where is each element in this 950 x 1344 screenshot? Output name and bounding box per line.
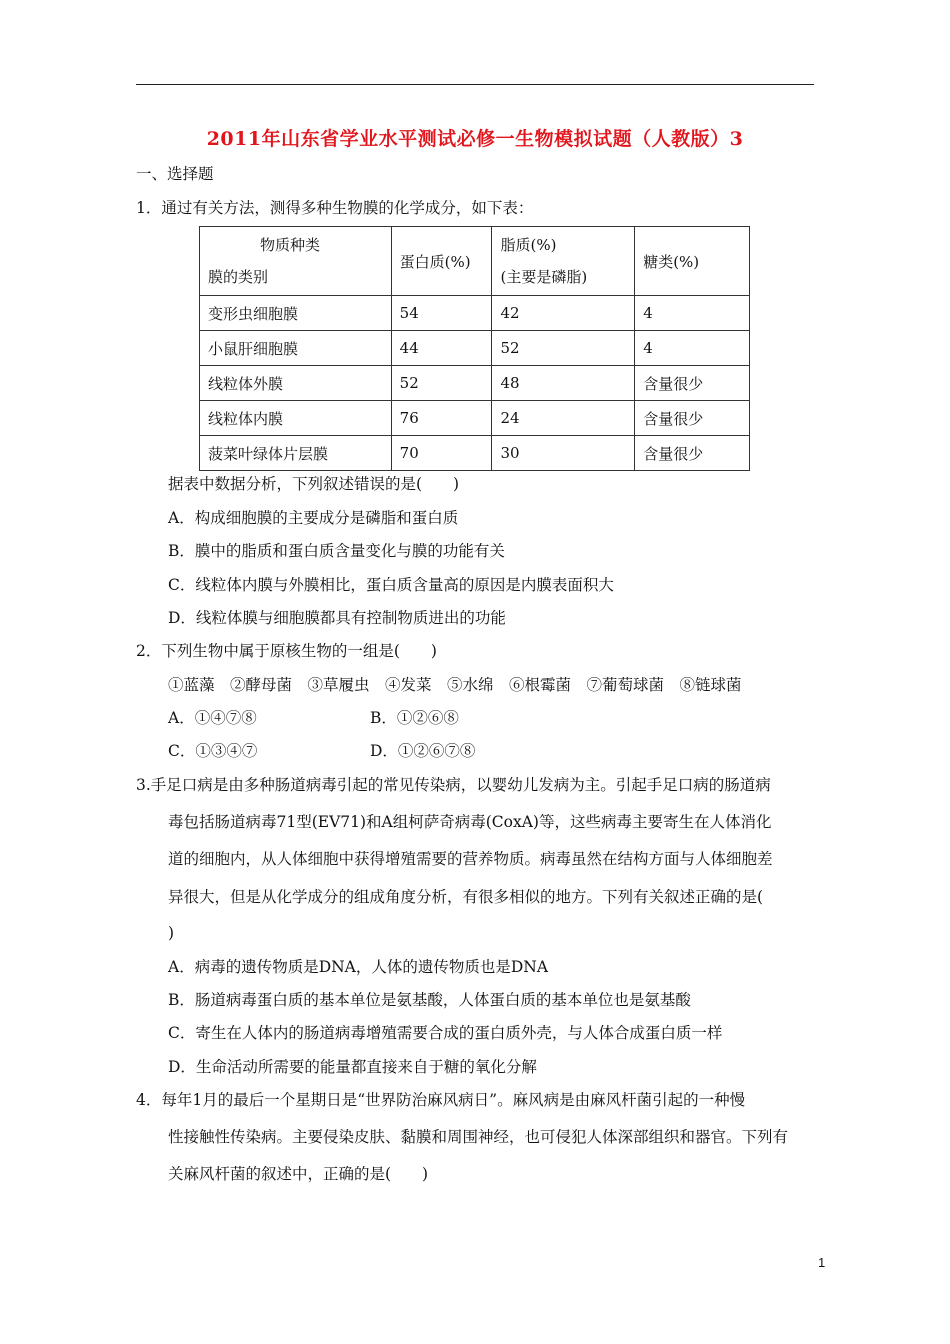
table-cell: 变形虫细胞膜 <box>200 296 392 331</box>
table-cell: 30 <box>492 436 635 471</box>
table-cell: 44 <box>391 331 492 366</box>
question-2-items: ①蓝藻 ②酵母菌 ③草履虫 ④发菜 ⑤水绵 ⑥根霉菌 ⑦葡萄球菌 ⑧链球菌 <box>168 676 742 694</box>
table-cell: 含量很少 <box>635 366 750 401</box>
table-cell: 含量很少 <box>635 436 750 471</box>
table-cell: 菠菜叶绿体片层膜 <box>200 436 392 471</box>
question-3-line-4: 异很大，但是从化学成分的组成角度分析，有很多相似的地方。下列有关叙述正确的是( <box>168 888 764 906</box>
question-3-line-3: 道的细胞内，从人体细胞中获得增殖需要的营养物质。病毒虽然在结构方面与人体细胞差 <box>168 850 773 868</box>
question-2-option-b: B．①②⑥⑧ <box>370 709 459 727</box>
header-rule <box>136 84 814 85</box>
question-4-line-2: 性接触性传染病。主要侵染皮肤、黏膜和周围神经，也可侵犯人体深部组织和器官。下列有 <box>168 1128 789 1146</box>
page-number: 1 <box>818 1255 826 1270</box>
header-protein: 蛋白质(%) <box>391 227 492 296</box>
table-cell: 54 <box>391 296 492 331</box>
table-cell: 70 <box>391 436 492 471</box>
section-heading: 一、选择题 <box>136 165 214 183</box>
header-lipid <box>492 227 635 296</box>
table-corner-header <box>200 227 392 296</box>
question-3-line-5: ) <box>168 924 175 942</box>
table-cell: 4 <box>635 331 750 366</box>
header-col-label: 膜的类别 <box>208 268 269 286</box>
header-row-label: 物质种类 <box>260 236 321 254</box>
question-3-option-d: D．生命活动所需要的能量都直接来自于糖的氧化分解 <box>168 1058 537 1076</box>
table-cell: 52 <box>492 331 635 366</box>
table-cell: 小鼠肝细胞膜 <box>200 331 392 366</box>
header-sugar: 糖类(%) <box>635 227 750 296</box>
table-row <box>200 401 750 436</box>
table-cell: 52 <box>391 366 492 401</box>
question-2-option-d: D．①②⑥⑦⑧ <box>370 742 476 760</box>
question-3-line-1: 3.手足口病是由多种肠道病毒引起的常见传染病，以婴幼儿发病为主。引起手足口病的肠道病 <box>136 776 771 794</box>
question-1-option-c: C．线粒体内膜与外膜相比，蛋白质含量高的原因是内膜表面积大 <box>168 576 614 594</box>
question-3-line-2: 毒包括肠道病毒71型(EV71)和A组柯萨奇病毒(CoxA)等，这些病毒主要寄生在人体消化 <box>168 813 772 831</box>
table-cell: 线粒体外膜 <box>200 366 392 401</box>
question-4-line-3: 关麻风杆菌的叙述中，正确的是( ) <box>168 1165 429 1183</box>
table-header-row <box>200 227 750 296</box>
membrane-composition-table <box>199 226 750 471</box>
table-cell: 24 <box>492 401 635 436</box>
question-2-option-a: A．①④⑦⑧ <box>168 709 257 727</box>
header-lipid-line2: (主要是磷脂) <box>500 268 588 286</box>
question-1-option-d: D．线粒体膜与细胞膜都具有控制物质进出的功能 <box>168 609 506 627</box>
question-3-option-c: C．寄生在人体内的肠道病毒增殖需要合成的蛋白质外壳，与人体合成蛋白质一样 <box>168 1024 723 1042</box>
table-row <box>200 331 750 366</box>
table-cell: 48 <box>492 366 635 401</box>
question-1-ask: 据表中数据分析，下列叙述错误的是( ) <box>168 475 460 493</box>
table-cell: 含量很少 <box>635 401 750 436</box>
question-2-stem: 2．下列生物中属于原核生物的一组是( ) <box>136 642 437 660</box>
question-1-option-a: A．构成细胞膜的主要成分是磷脂和蛋白质 <box>168 509 459 527</box>
table-row <box>200 366 750 401</box>
question-3-option-b: B．肠道病毒蛋白质的基本单位是氨基酸，人体蛋白质的基本单位也是氨基酸 <box>168 991 691 1009</box>
table-cell: 4 <box>635 296 750 331</box>
table-cell: 线粒体内膜 <box>200 401 392 436</box>
question-1-stem: 1．通过有关方法，测得多种生物膜的化学成分，如下表： <box>136 199 534 217</box>
table-cell: 76 <box>391 401 492 436</box>
header-lipid-line1: 脂质(%) <box>500 236 557 254</box>
table-row <box>200 296 750 331</box>
question-1-option-b: B．膜中的脂质和蛋白质含量变化与膜的功能有关 <box>168 542 505 560</box>
question-4-line-1: 4．每年1月的最后一个星期日是“世界防治麻风病日”。麻风病是由麻风杆菌引起的一种慢 <box>136 1091 746 1109</box>
table-row <box>200 436 750 471</box>
question-2-option-c: C．①③④⑦ <box>168 742 258 760</box>
page-title: 2011年山东省学业水平测试必修一生物模拟试题（人教版）3 <box>206 128 744 150</box>
table-cell: 42 <box>492 296 635 331</box>
question-3-option-a: A．病毒的遗传物质是DNA，人体的遗传物质也是DNA <box>168 958 549 976</box>
